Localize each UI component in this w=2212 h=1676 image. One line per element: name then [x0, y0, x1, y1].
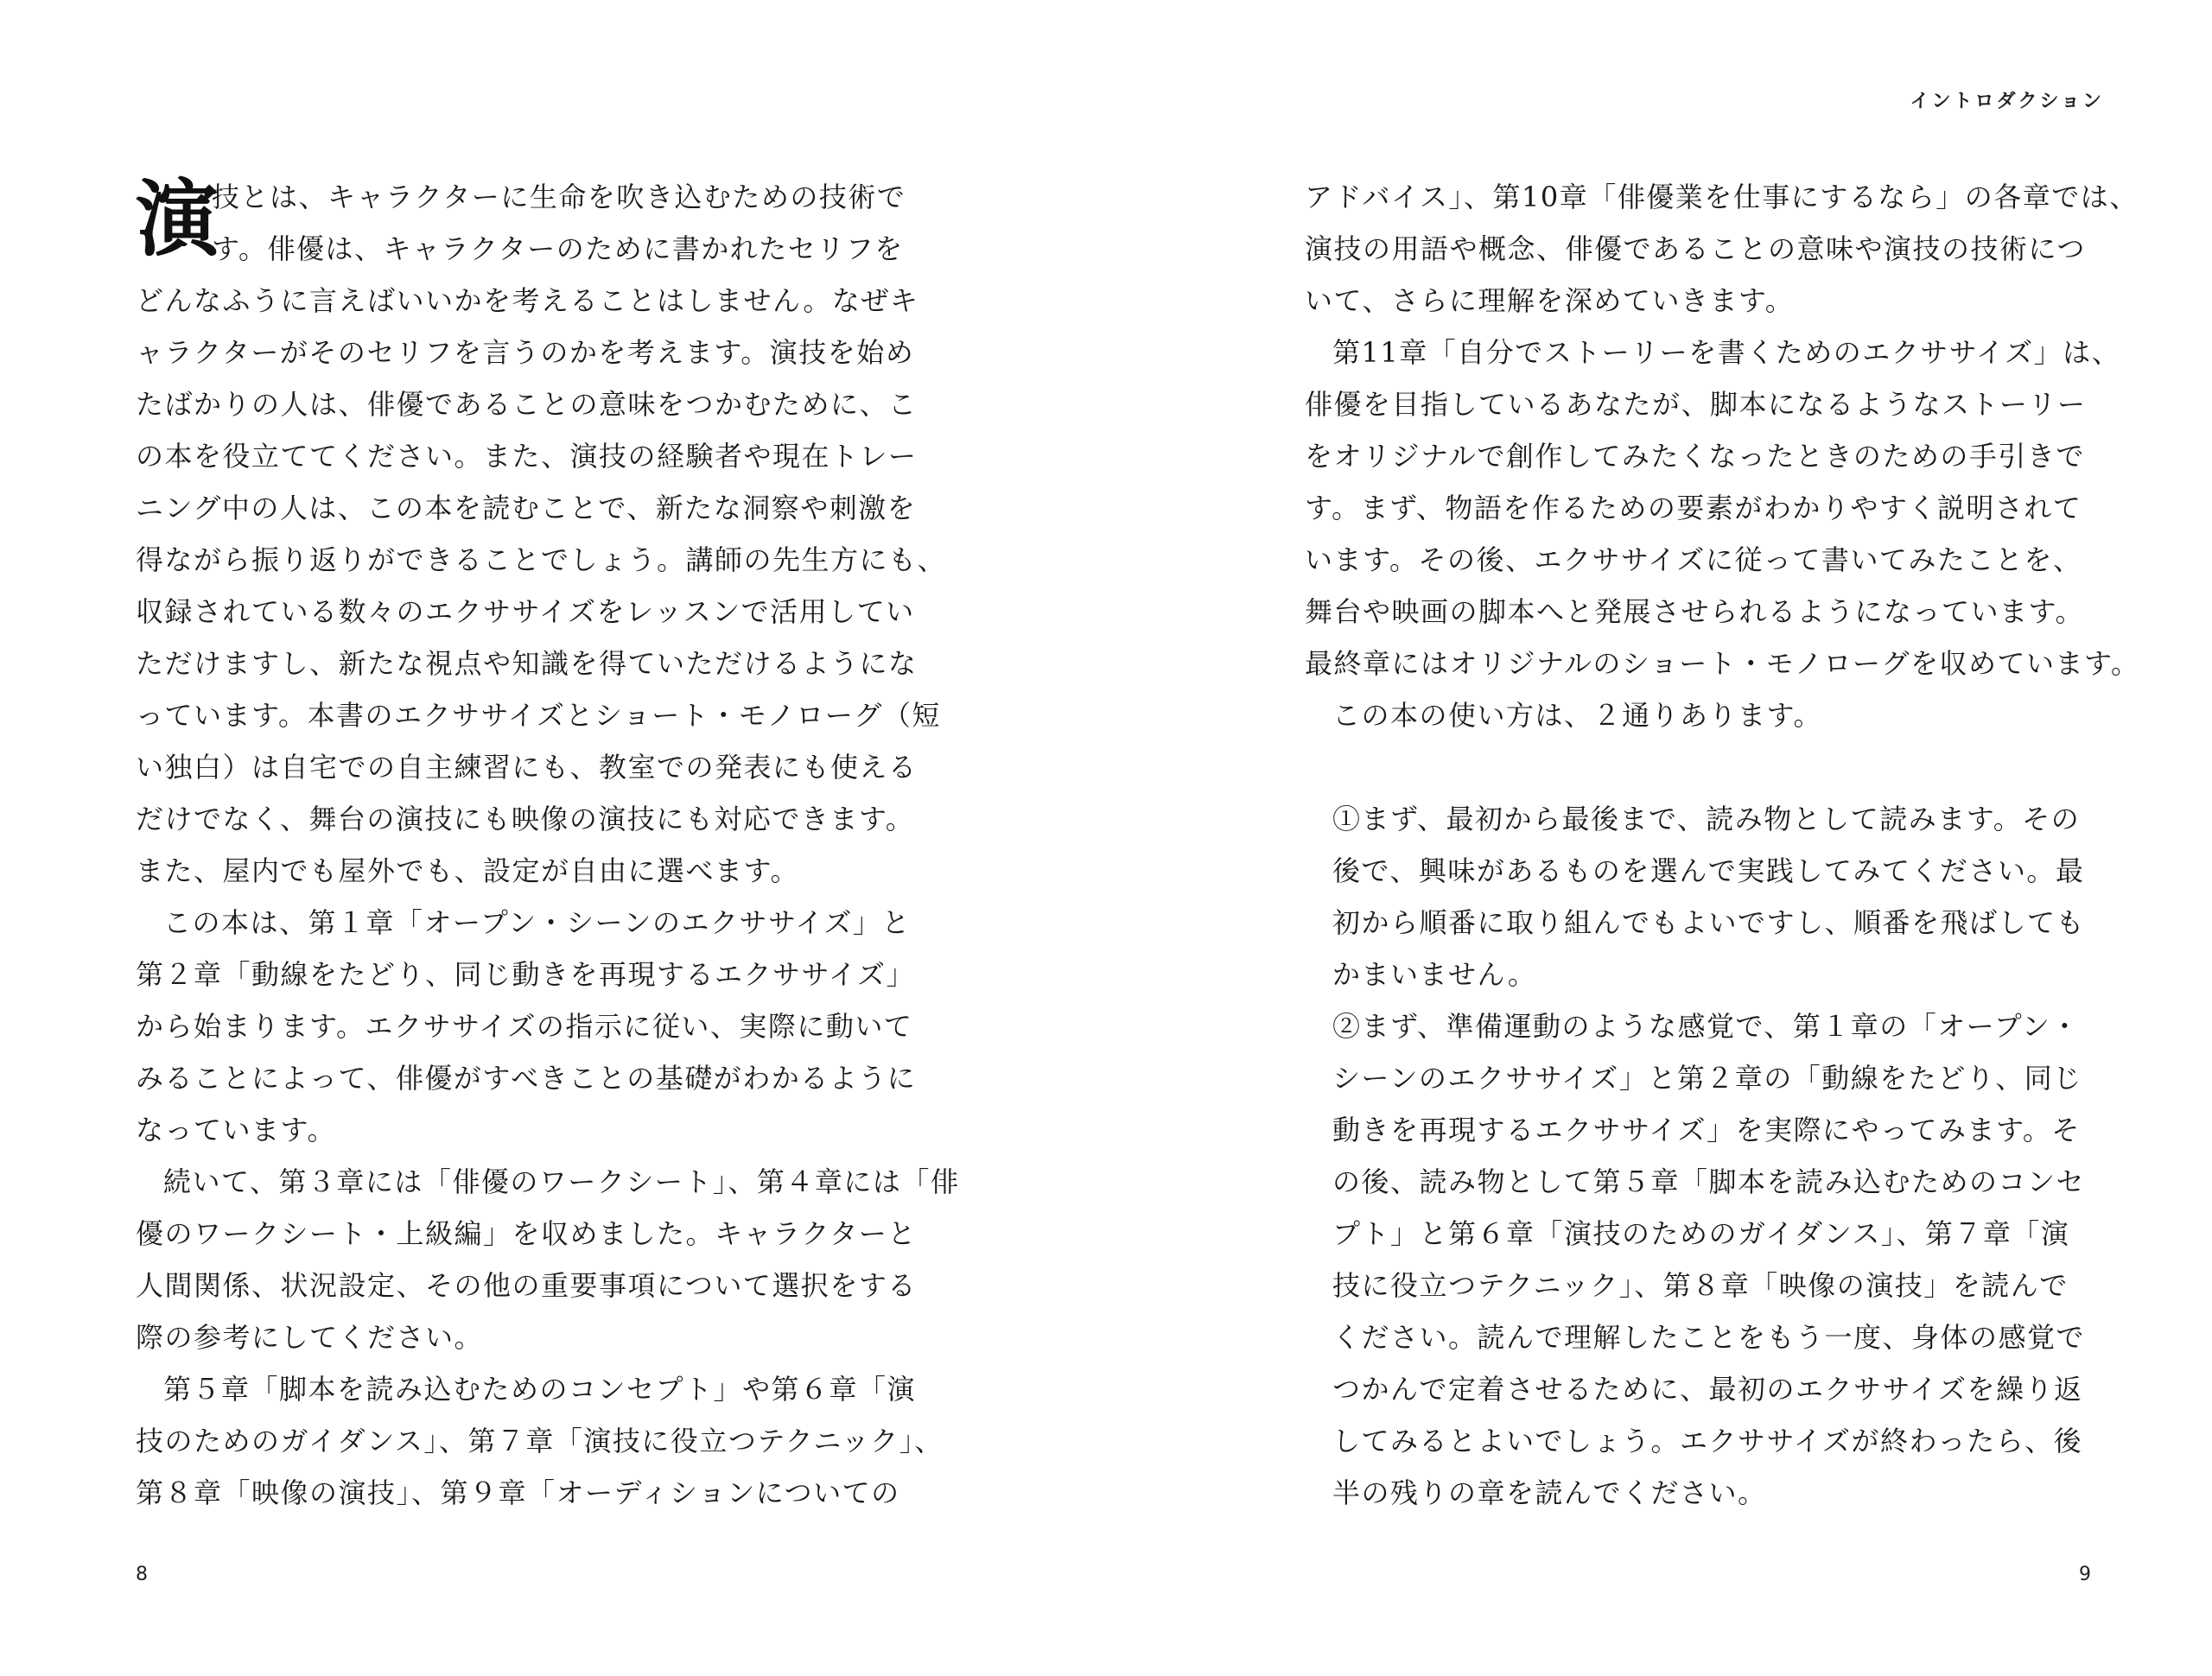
list-line: シーンのエクササイズ」と第２章の「動線をたどり、同じ	[1332, 1062, 2082, 1095]
body-line: 第８章「映像の演技」、第９章「オーディションについての	[136, 1476, 900, 1509]
body-line: 続いて、第３章には「俳優のワークシート」、第４章には「俳	[163, 1165, 960, 1198]
body-line: 第11章「自分でストーリーを書くためのエクササイズ」は、	[1332, 336, 2121, 369]
body-line: の本を役立ててください。また、演技の経験者や現在トレー	[136, 440, 918, 473]
body-line: 第２章「動線をたどり、同じ動きを再現するエクササイズ」	[136, 958, 915, 991]
body-line: ただけますし、新たな視点や知識を得ていただけるようにな	[136, 647, 918, 680]
page-number: 8	[136, 1564, 148, 1585]
body-line: だけでなく、舞台の演技にも映像の演技にも対応できます。	[136, 803, 915, 835]
list-line: 半の残りの章を読んでください。	[1332, 1476, 1767, 1509]
list-line: 技に役立つテクニック」、第８章「映像の演技」を読んで	[1332, 1269, 2069, 1302]
body-line: 人間関係、状況設定、その他の重要事項について選択をする	[136, 1269, 917, 1302]
list-line: ください。読んで理解したことをもう一度、身体の感覚で	[1332, 1321, 2086, 1354]
body-line: 最終章にはオリジナルのショート・モノローグを収めています。	[1305, 647, 2140, 680]
body-line: から始まります。エクササイズの指示に従い、実際に動いて	[136, 1010, 913, 1043]
list-line: してみるとよいでしょう。エクササイズが終わったら、後	[1332, 1425, 2083, 1457]
body-line: ニング中の人は、この本を読むことで、新たな洞察や刺激を	[136, 492, 917, 524]
list-line: 初から順番に取り組んでもよいですし、順番を飛ばしても	[1332, 906, 2086, 939]
list-line: かまいません。	[1332, 958, 1537, 991]
body-line: います。その後、エクササイズに従って書いてみたことを、	[1305, 543, 2082, 576]
body-line: 際の参考にしてください。	[136, 1321, 484, 1354]
body-line: 得ながら振り返りができることでしょう。講師の先生方にも、	[136, 543, 947, 576]
list-line: 後で、興味があるものを選んで実践してみてください。最	[1332, 854, 2085, 887]
body-line: この本の使い方は、２通りあります。	[1332, 699, 1822, 732]
body-line: なっています。	[136, 1114, 336, 1146]
body-line: っています。本書のエクササイズとショート・モノローグ（短	[136, 699, 941, 732]
list-line: プト」と第６章「演技のためのガイダンス」、第７章「演	[1332, 1217, 2070, 1250]
body-line: ャラクターがそのセリフを言うのかを考えます。演技を始め	[136, 336, 915, 369]
body-line: い独白）は自宅での自主練習にも、教室での発表にも使える	[136, 751, 918, 784]
list-line: 動きを再現するエクササイズ」を実際にやってみます。そ	[1332, 1114, 2081, 1146]
page-number: 9	[2079, 1564, 2091, 1585]
body-line: たばかりの人は、俳優であることの意味をつかむために、こ	[136, 388, 918, 421]
body-line: をオリジナルで創作してみたくなったときのための手引きで	[1305, 440, 2085, 473]
body-line: いて、さらに理解を深めていきます。	[1305, 284, 1795, 317]
right-page	[1106, 0, 2212, 1676]
body-line: 収録されている数々のエクササイズをレッスンで活用してい	[136, 595, 915, 628]
list-line: ①まず、最初から最後まで、読み物として読みます。その	[1332, 803, 2081, 835]
body-line: す。俳優は、キャラクターのために書かれたセリフを	[212, 232, 904, 265]
body-line: 舞台や映画の脚本へと発展させられるようになっています。	[1305, 595, 2084, 628]
body-line: この本は、第１章「オープン・シーンのエクササイズ」と	[163, 906, 911, 939]
body-line: 優のワークシート・上級編」を収めました。キャラクターと	[136, 1217, 917, 1250]
body-line: 俳優を目指しているあなたが、脚本になるようなストーリー	[1305, 388, 2087, 421]
blank-line	[1305, 741, 2134, 793]
right-body-text	[1305, 171, 2140, 1519]
left-body-text	[136, 171, 965, 1519]
drop-cap: 演	[136, 171, 220, 268]
body-line: 演技の用語や概念、俳優であることの意味や演技の技術につ	[1305, 232, 2086, 265]
running-head: イントロダクション	[1910, 91, 2104, 112]
body-line: また、屋内でも屋外でも、設定が自由に選べます。	[136, 854, 799, 887]
body-line: す。まず、物語を作るための要素がわかりやすく説明されて	[1305, 492, 2082, 524]
list-line: つかんで定着させるために、最初のエクササイズを繰り返	[1332, 1373, 2083, 1406]
list-line: の後、読み物として第５章「脚本を読み込むためのコンセ	[1332, 1165, 2086, 1198]
list-line: ②まず、準備運動のような感覚で、第１章の「オープン・	[1332, 1010, 2080, 1043]
body-line: どんなふうに言えばいいかを考えることはしません。なぜキ	[136, 284, 919, 317]
body-line: みることによって、俳優がすべきことの基礎がわかるように	[136, 1062, 917, 1095]
body-line: アドバイス」、第10章「俳優業を仕事にするなら」の各章では、	[1305, 181, 2139, 213]
body-line: 第５章「脚本を読み込むためのコンセプト」や第６章「演	[163, 1373, 917, 1406]
line-text: 技とは、キャラクターに生命を吹き込むための技術で	[212, 181, 906, 213]
body-line: 技のためのガイダンス」、第７章「演技に役立つテクニック」、	[136, 1425, 944, 1457]
